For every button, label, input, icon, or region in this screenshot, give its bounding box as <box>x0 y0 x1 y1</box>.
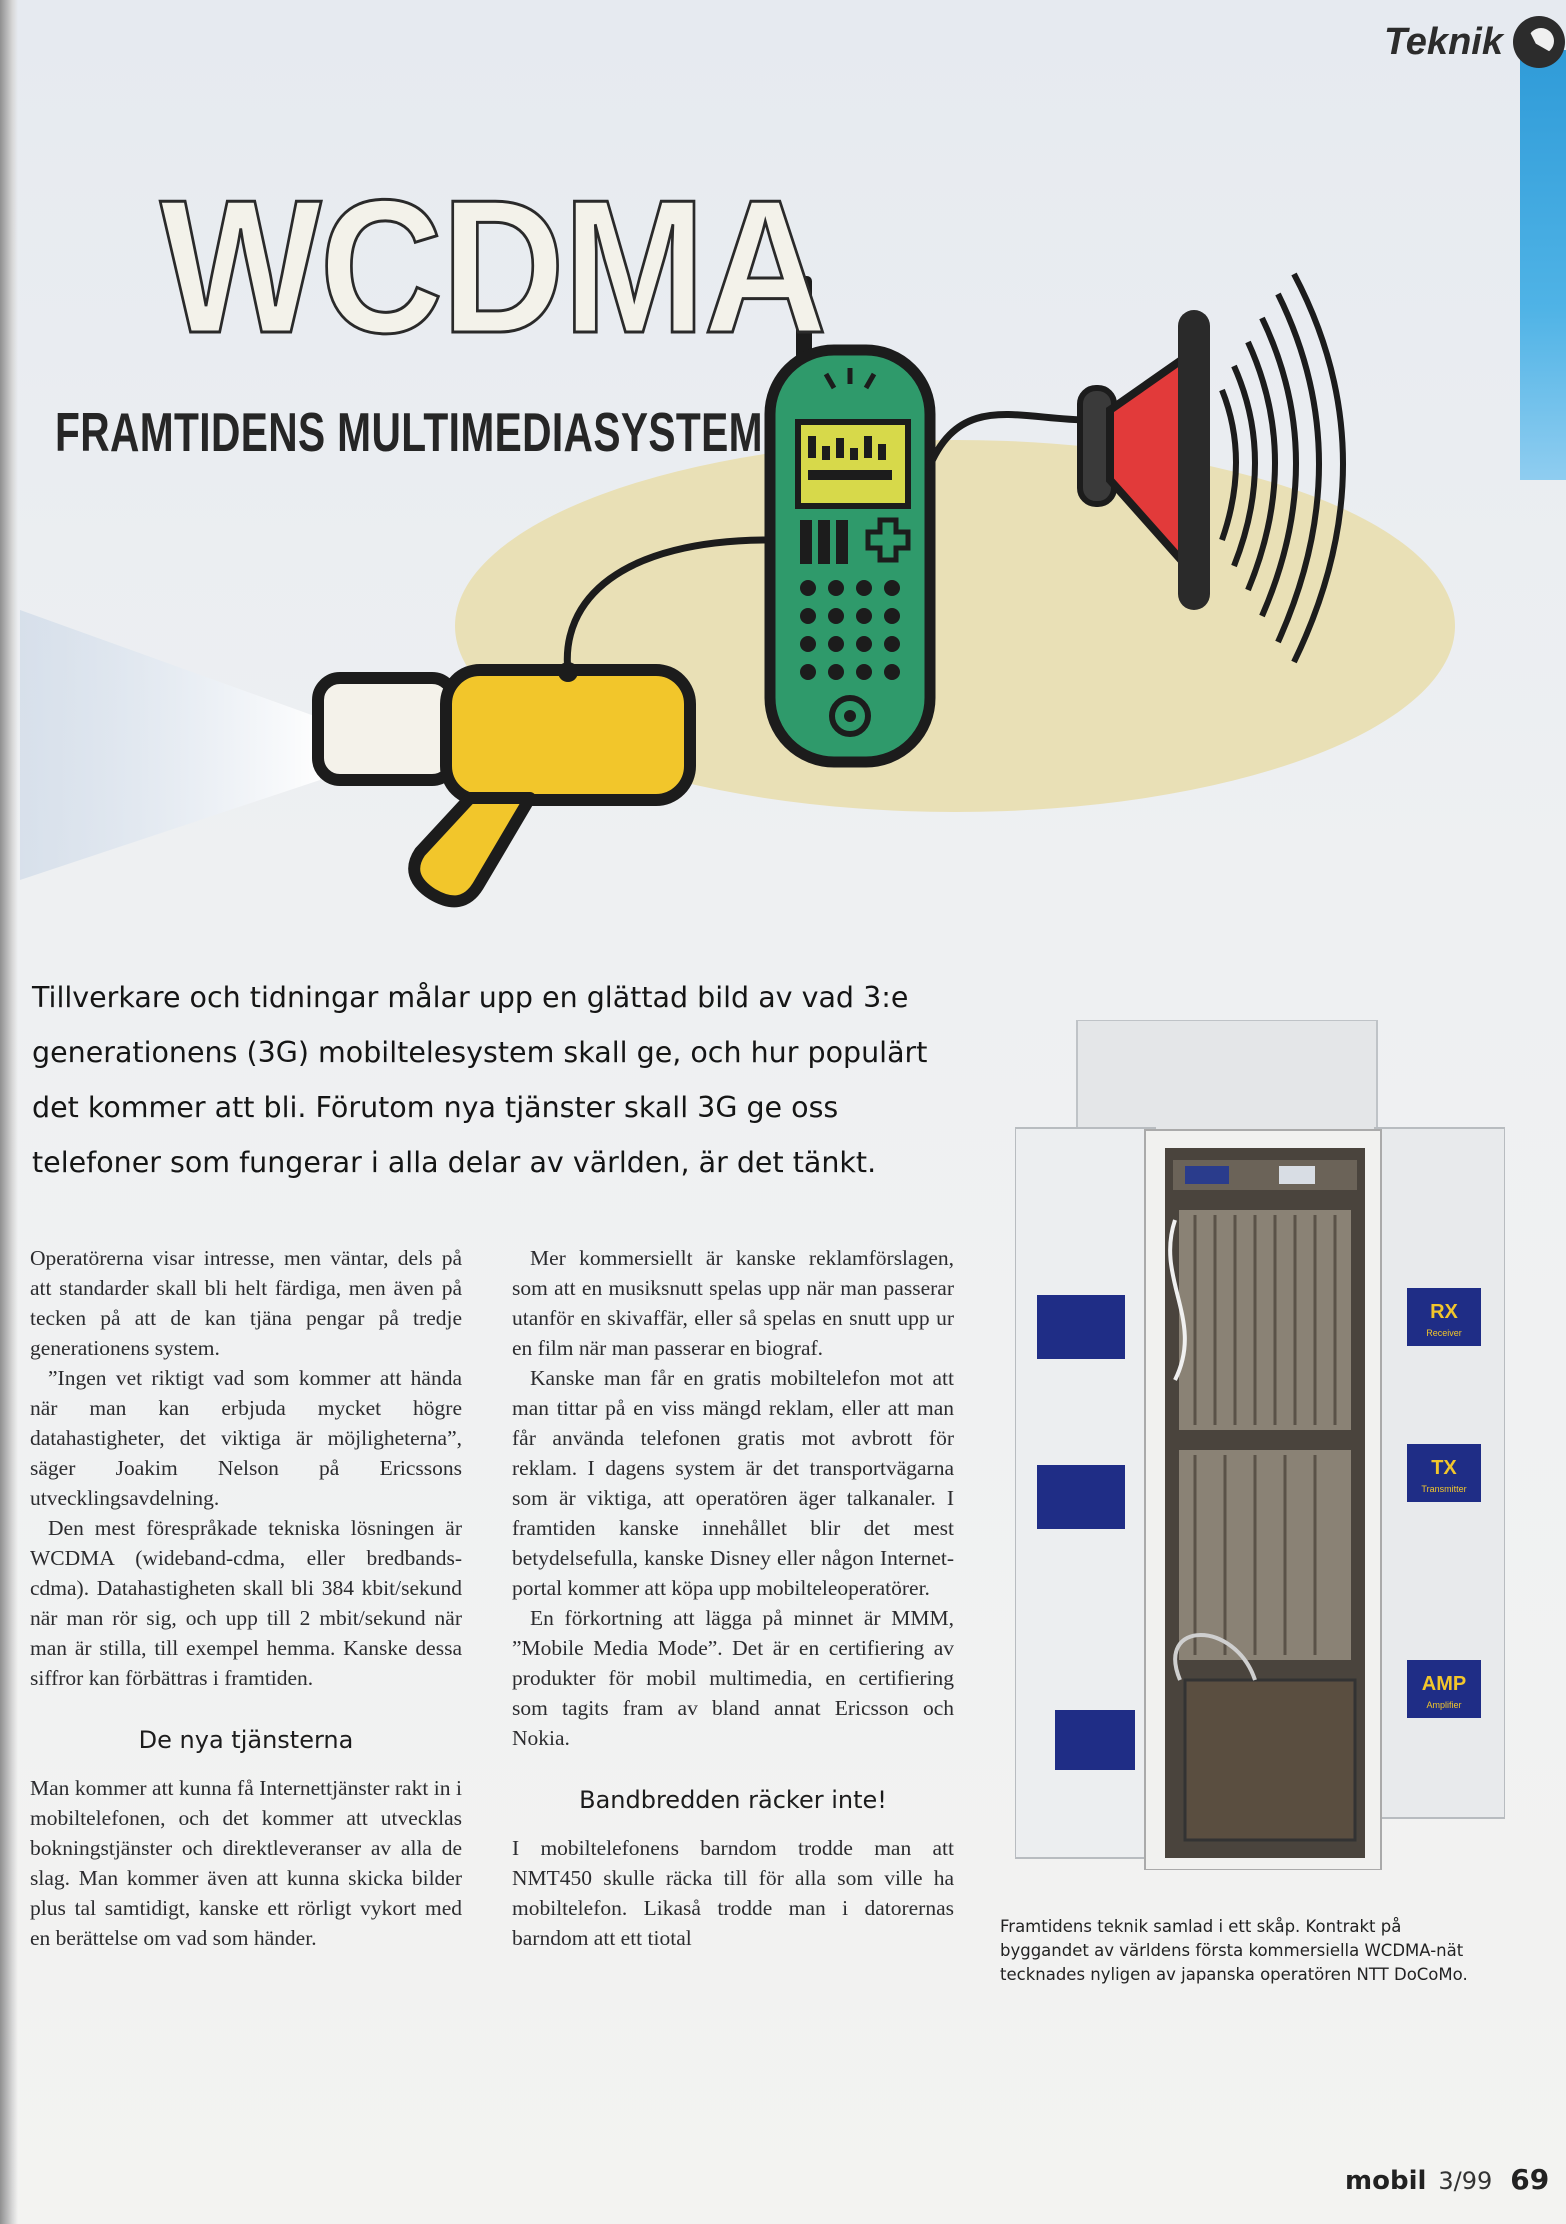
base-station-cabinet-photo <box>1015 1020 1505 1870</box>
section-color-stripe <box>1520 50 1566 480</box>
subheading: De nya tjänsterna <box>138 1726 354 1754</box>
amp-sublabel: Amplifier <box>1426 1700 1462 1710</box>
paragraph: Man kommer att kunna få Internettjänster rakt in i mobiltelefonen, och det kommer att utvecklas bokningstjänster och direktleveranser av alla de slag. Man kommer även att kunna skicka bilder plus tal samtidigt, kanske ett rörligt vykort med en berättelse om vad som händer. <box>30 1776 462 1950</box>
subheading: Bandbredden räcker inte! <box>579 1786 887 1814</box>
paragraph: En förkortning att lägga på minnet är MMM, ”Mobile Media Mode”. Det är en certifiering av produkter för mobil multimedia, en certifiering som tagits fram av bland annat Ericsson och Nokia. <box>512 1606 954 1750</box>
page-footer <box>1345 2163 1549 2196</box>
tx-label: TX <box>1431 1457 1457 1479</box>
article-lead: Tillverkare och tidningar målar upp en glättad bild av vad 3:e generationens (3G) mobiltelesystem skall ge, och hur populärt det kommer att bli. Förutom nya tjänster skall 3G ge oss telefoner som fungerar i alla delar av världen, är det tänkt. <box>32 981 928 1179</box>
magazine-name: mobil <box>1345 2166 1427 2196</box>
paragraph: ”Ingen vet riktigt vad som kommer att hända när man kan erbjuda mycket högre datahastigheter, det viktiga är möjligheterna”, säger Joakim Nelson på Ericssons utvecklingsavdelning. <box>30 1366 462 1510</box>
page-number: 69 <box>1510 2163 1550 2196</box>
paragraph: Mer kommersiellt är kanske reklamförslagen, som att en musiksnutt spelas upp när man passerar utanför en skivaffär, eller så spelas en snutt upp ur en film när man passerar en biograf. <box>512 1246 954 1360</box>
video-camera-icon <box>318 662 690 901</box>
article-title: WCDMA <box>160 161 826 373</box>
article-subtitle: FRAMTIDENS MULTIMEDIASYSTEM <box>55 401 763 463</box>
paragraph: Den mest förespråkade tekniska lösningen är WCDMA (wideband-cdma, eller bredbands-cdma). Datahastigheten skall bli 384 kbit/sekund när man rör sig, och upp till 2 mbit/sekund när man är stilla, till exempel hemma. Kanske dessa siffror kan förbättras i framtiden. <box>30 1516 462 1690</box>
photo-caption: Framtidens teknik samlad i ett skåp. Kontrakt på byggandet av världens första kommersiella WCDMA-nät tecknades nyligen av japanska operatören NTT DoCoMo. <box>1000 1917 1468 1984</box>
camera-light-beam <box>20 610 320 880</box>
paragraph: I mobiltelefonens barndom trodde man att NMT450 skulle räcka till för alla som ville ha mobiltelefon. Likaså trodde man i datorernas barndom att ett tiotal <box>512 1836 954 1950</box>
tx-sublabel: Transmitter <box>1421 1484 1467 1494</box>
issue-number: 3/99 <box>1438 2167 1493 2195</box>
amp-label: AMP <box>1421 1673 1467 1695</box>
rx-sublabel: Receiver <box>1426 1328 1462 1338</box>
section-swirl-icon <box>1513 16 1565 68</box>
article-column-2 <box>512 1243 954 1953</box>
article-column-1 <box>30 1243 462 1953</box>
paragraph: Kanske man får en gratis mobiltelefon mot att man tittar på en viss mängd reklam, eller att man får använda telefonen gratis mot avbrott för reklam. I dagens system är det transportvägarna som är viktiga, att operatören äger talkanaler. I framtiden kanske innehållet blir det mest betydelsefulla, kanske Disney eller någon Internet-portal kommer att köpa upp mobilteleoperatörer. <box>512 1366 954 1600</box>
rx-label: RX <box>1430 1301 1458 1323</box>
section-label: Teknik <box>1384 20 1503 63</box>
paragraph: Operatörerna visar intresse, men väntar, dels på att standarder skall bli helt färdiga, men även på tecken på att de kan tjäna pengar på tredje generationens system. <box>30 1246 462 1360</box>
section-tag <box>1384 14 1565 70</box>
